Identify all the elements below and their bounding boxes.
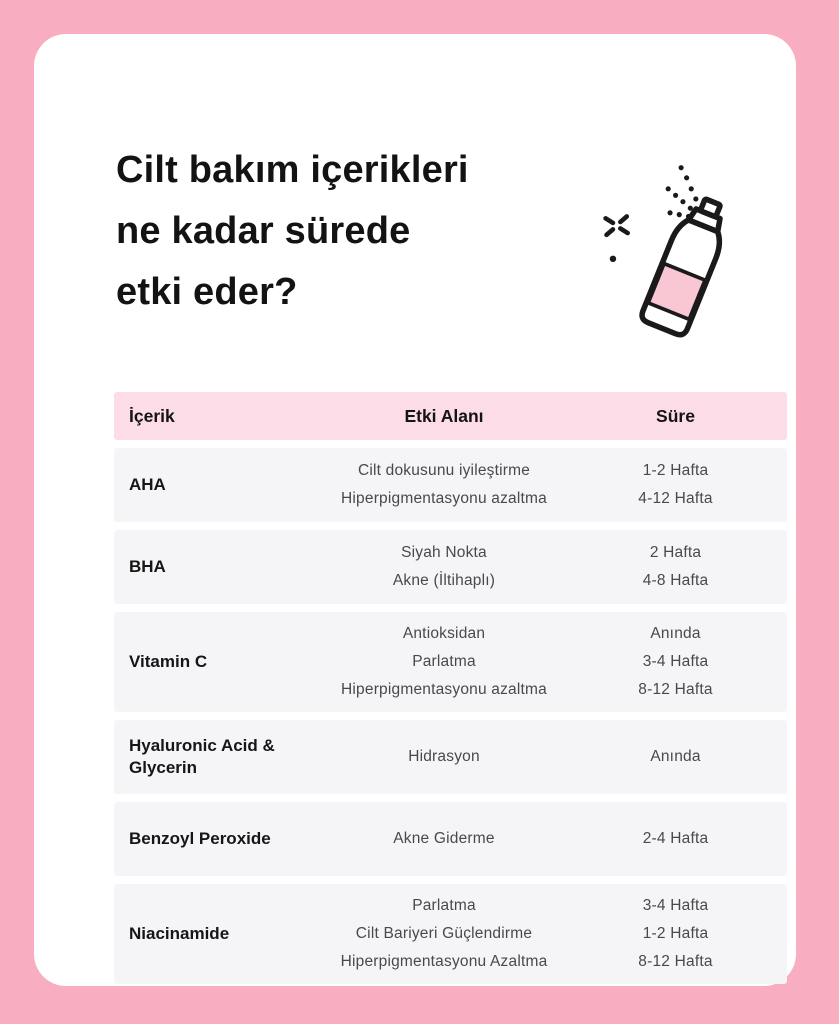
ingredient-name: Benzoyl Peroxide xyxy=(129,829,271,848)
duration-label: 1-2 Hafta xyxy=(642,925,709,942)
effect-label: Hiperpigmentasyonu azaltma xyxy=(341,681,547,698)
ingredient-name: Niacinamide xyxy=(129,924,230,943)
page-title-line-3: etki eder? xyxy=(116,271,298,313)
duration-list xyxy=(564,892,787,976)
spray-bottle-illustration xyxy=(589,152,764,350)
page-title-line-1: Cilt bakım içerikleri xyxy=(116,149,469,191)
duration-label: Anında xyxy=(650,625,701,642)
effect-label: Siyah Nokta xyxy=(401,544,487,561)
effect-list xyxy=(324,825,564,853)
effect-list xyxy=(324,892,564,976)
duration-label: 3-4 Hafta xyxy=(642,897,709,914)
duration-list xyxy=(564,620,787,704)
effect-label: Akne (İltihaplı) xyxy=(392,572,496,589)
header-effect: Etki Alanı xyxy=(404,405,484,426)
table-row xyxy=(114,612,787,712)
duration-list xyxy=(564,743,787,771)
duration-list xyxy=(564,457,787,513)
ingredients-table xyxy=(114,392,787,984)
effect-list xyxy=(324,620,564,704)
table-row xyxy=(114,884,787,984)
duration-label: 2-4 Hafta xyxy=(642,830,709,847)
effect-list xyxy=(324,457,564,513)
table-rows xyxy=(114,448,787,984)
table-row xyxy=(114,720,787,794)
effect-list xyxy=(324,743,564,771)
duration-label: 4-8 Hafta xyxy=(642,572,709,589)
sparkle-icon xyxy=(606,216,628,234)
can-nozzle xyxy=(700,199,720,217)
table-row xyxy=(114,448,787,522)
effect-label: Cilt dokusunu iyileştirme xyxy=(357,462,531,479)
effect-label: Hiperpigmentasyonu azaltma xyxy=(341,490,547,507)
duration-label: 3-4 Hafta xyxy=(642,653,709,670)
duration-list xyxy=(564,539,787,595)
speck-dot xyxy=(610,256,616,262)
effect-label: Parlatma xyxy=(412,897,476,914)
effect-label: Parlatma xyxy=(412,653,476,670)
page-title xyxy=(116,140,469,323)
table-row xyxy=(114,802,787,876)
duration-label: 8-12 Hafta xyxy=(638,953,713,970)
effect-label: Hiperpigmentasyonu Azaltma xyxy=(340,953,548,970)
header-duration: Süre xyxy=(656,405,695,426)
page-title-line-2: ne kadar sürede xyxy=(116,210,411,252)
effect-label: Cilt Bariyeri Güçlendirme xyxy=(355,925,533,942)
table-header-row xyxy=(114,392,787,440)
table-row xyxy=(114,530,787,604)
ingredient-name: Vitamin C xyxy=(129,652,208,671)
header-ingredient: İçerik xyxy=(129,405,175,426)
duration-label: 1-2 Hafta xyxy=(642,462,709,479)
ingredient-name: Hyaluronic Acid & Glycerin xyxy=(129,736,275,777)
content-card xyxy=(34,34,796,986)
effect-label: Hidrasyon xyxy=(408,748,480,765)
duration-label: Anında xyxy=(650,748,701,765)
duration-list xyxy=(564,825,787,853)
effect-label: Akne Giderme xyxy=(393,830,495,847)
effect-label: Antioksidan xyxy=(402,625,486,642)
duration-label: 8-12 Hafta xyxy=(638,681,713,698)
duration-label: 2 Hafta xyxy=(649,544,702,561)
duration-label: 4-12 Hafta xyxy=(638,490,713,507)
ingredient-name: AHA xyxy=(129,475,166,494)
ingredient-name: BHA xyxy=(129,557,166,576)
effect-list xyxy=(324,539,564,595)
